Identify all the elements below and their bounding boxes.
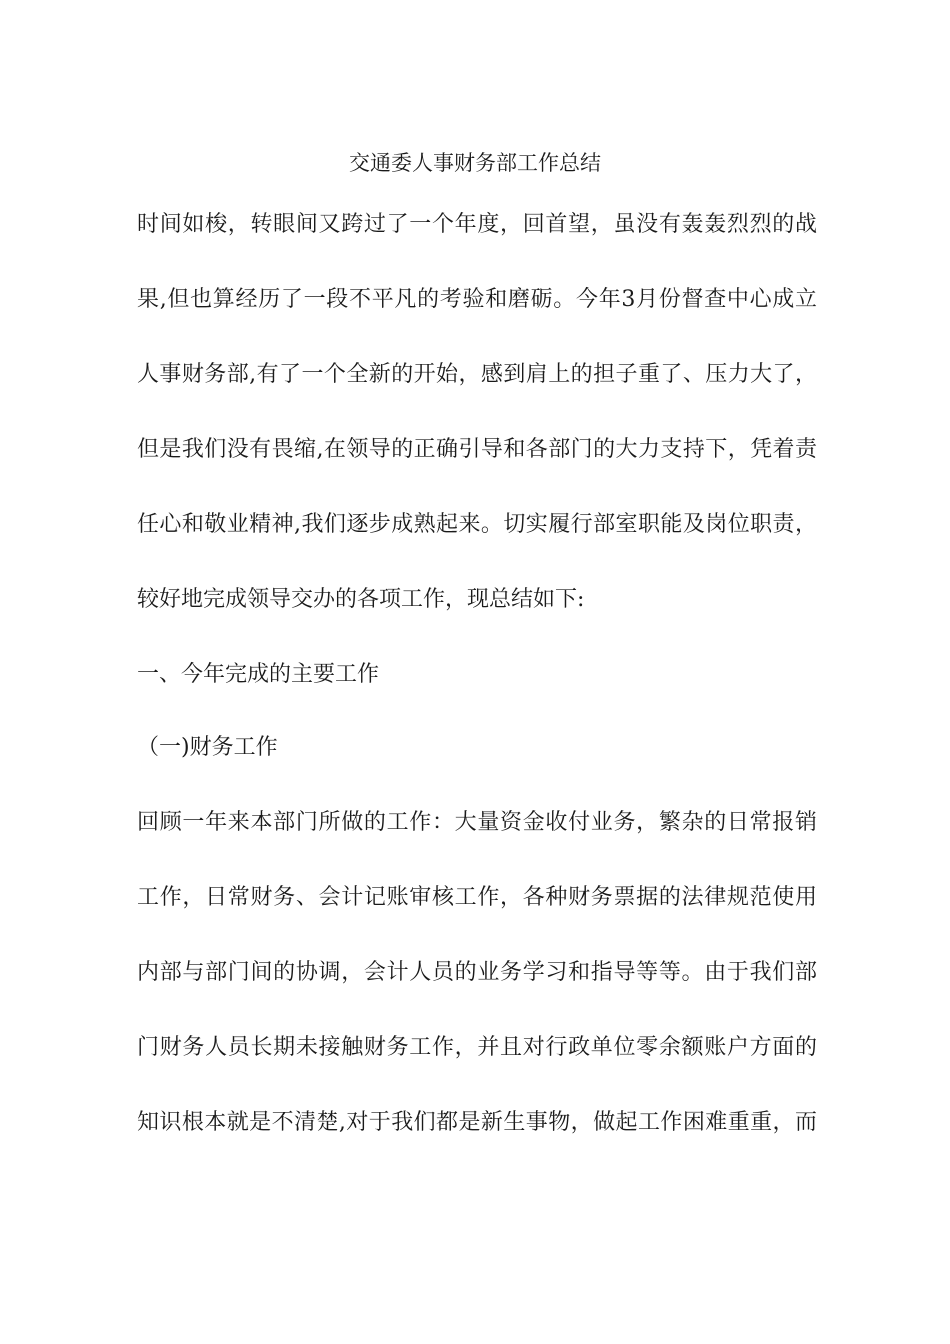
paragraph-line-5: 任心和敬业精神,我们逐步成熟起来。切实履行部室职能及岗位职责， bbox=[137, 512, 817, 537]
paragraph-line-9: 回顾一年来本部门所做的工作：大量资金收付业务，繁杂的日常报销 bbox=[137, 810, 817, 835]
paragraph-line-10: 工作，日常财务、会计记账审核工作，各种财务票据的法律规范使用 bbox=[137, 885, 817, 910]
subsection-heading: （一)财务工作 bbox=[137, 735, 278, 760]
section-heading: 一、今年完成的主要工作 bbox=[137, 662, 380, 687]
paragraph-line-12: 门财务人员长期未接触财务工作，并且对行政单位零余额账户方面的 bbox=[137, 1035, 817, 1060]
paragraph-line-3: 人事财务部,有了一个全新的开始，感到肩上的担子重了、压力大了， bbox=[137, 362, 817, 387]
paragraph-line-13: 知识根本就是不清楚,对于我们都是新生事物，做起工作困难重重，而 bbox=[137, 1110, 817, 1135]
paragraph-line-2: 果,但也算经历了一段不平凡的考验和磨砺。今年3月份督查中心成立 bbox=[137, 287, 817, 312]
paragraph-line-1: 时间如梭，转眼间又跨过了一个年度，回首望，虽没有轰轰烈烈的战 bbox=[137, 212, 817, 237]
document-title: 交通委人事财务部工作总结 bbox=[349, 151, 601, 175]
paragraph-line-6: 较好地完成领导交办的各项工作，现总结如下: bbox=[137, 587, 585, 612]
paragraph-line-4: 但是我们没有畏缩,在领导的正确引导和各部门的大力支持下，凭着责 bbox=[137, 437, 817, 462]
paragraph-line-11: 内部与部门间的协调，会计人员的业务学习和指导等等。由于我们部 bbox=[137, 960, 817, 985]
